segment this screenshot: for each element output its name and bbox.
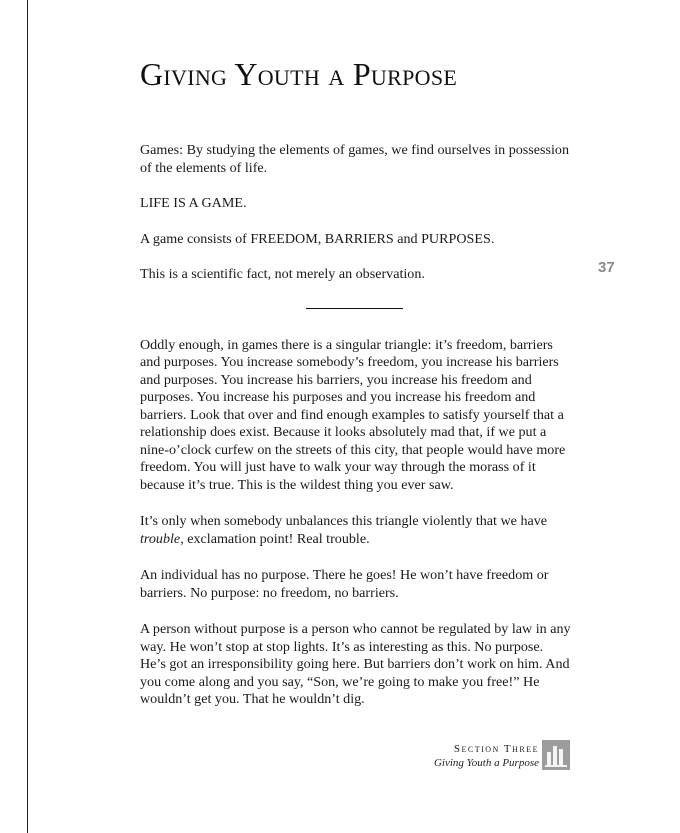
trouble-emphasis: trouble,	[140, 530, 184, 547]
section-divider	[306, 308, 403, 309]
person-without-purpose-paragraph: A person without purpose is a person who cannot be regulated by law in any way. He won’t stop at stop lights. It’s as interesting as this. No purpose. He’s got an irresponsibility going here. But barriers don’t work on him. And you come along and you say, “Son, we’re going to make you free!” He wouldn’t get you. That he wouldn’t dig.	[140, 621, 571, 707]
no-purpose-paragraph: An individual has no purpose. There he goes! He won’t have freedom or barriers. No purpose: no freedom, no barriers.	[140, 567, 549, 601]
footer-section-label: Section Three	[453, 743, 539, 755]
section-logo-icon	[542, 740, 570, 770]
triangle-paragraph: Oddly enough, in games there is a singular triangle: it’s freedom, barriers and purposes. You increase somebody’s freedom, you increase his barriers and purposes. You increase his barriers, you increase his freedom and purposes. You increase his purposes and you increase his freedom and barriers. Look that over and find enough examples to satisfy yourself that a relationship does exist. Because it looks absolutely mad that, if we put a nine-o’clock curfew on the streets of this city, that people would have more freedom. You will just have to walk your way through the morass of it because it’s true. This is the wildest thing you ever saw.	[140, 336, 566, 493]
main-content	[140, 142, 572, 728]
intro-paragraph: Games: By studying the elements of games, we find ourselves in possession of the elements of life.	[140, 142, 570, 176]
page-spine-line	[27, 0, 28, 833]
page-footer	[434, 743, 539, 769]
page-title: Giving Youth a Purpose	[140, 56, 458, 92]
page-number: 37	[598, 259, 615, 276]
trouble-paragraph	[140, 513, 572, 548]
trouble-text-start: It’s only when somebody unbalances this triangle violently that we have	[140, 513, 548, 529]
life-is-a-game-line: LIFE IS A GAME.	[140, 195, 247, 211]
footer-chapter-title: Giving Youth a Purpose	[433, 757, 539, 769]
scientific-fact-line: This is a scientific fact, not merely an observation.	[140, 266, 425, 282]
trouble-text-end: exclamation point! Real trouble.	[183, 530, 370, 547]
game-definition-line: A game consists of FREEDOM, BARRIERS and PURPOSES.	[140, 230, 495, 247]
